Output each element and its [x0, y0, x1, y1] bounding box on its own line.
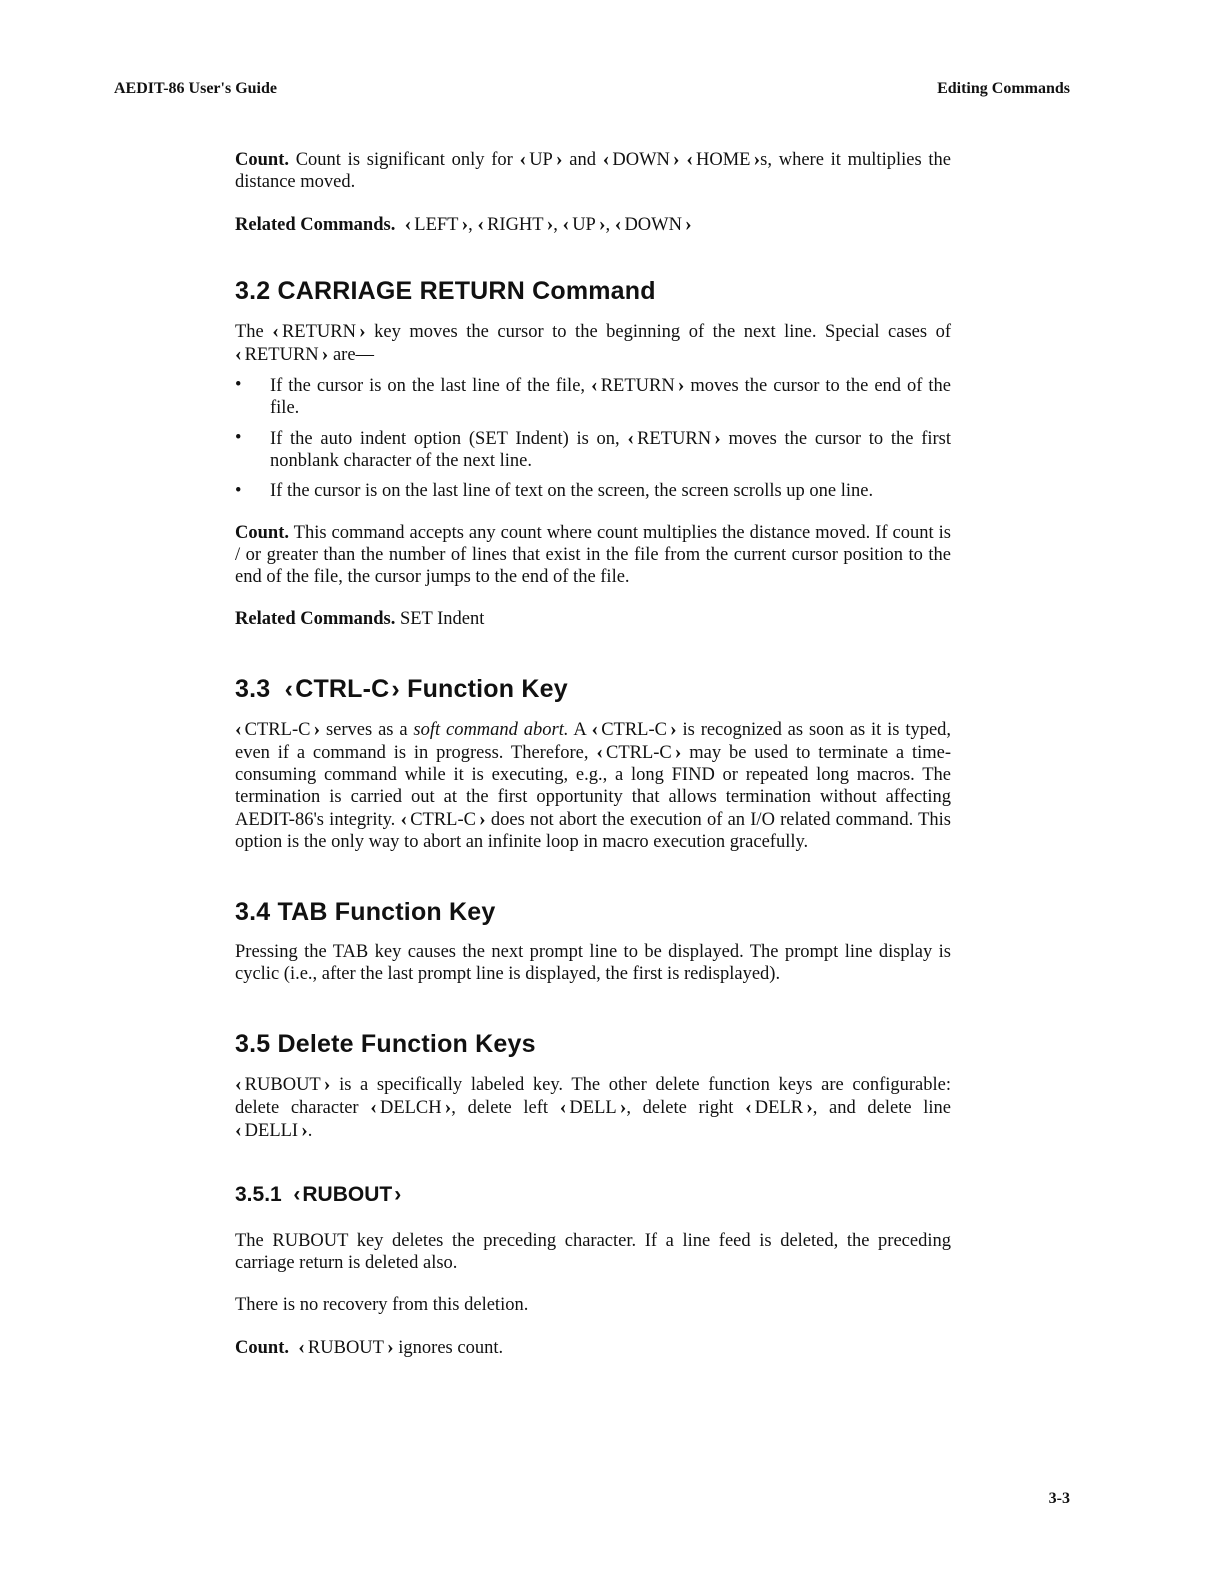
delete-keys-paragraph: ‹ RUBOUT › is a specifically labeled key. The other delete function keys are configurable: delete character ‹ DELCH › , delete left ‹ DELL › , delete right ‹ DELR › , and delete line ‹ DELLI › .: [235, 1073, 951, 1142]
ctrl-c-paragraph: ‹ CTRL-C › serves as a soft command abort. A ‹ CTRL-C › is recognized as soon as it is typed, even if a command is in progress. Therefore, ‹ CTRL-C › may be used to terminate a time-consuming command while it is executing, e.g., a long FIND or repeated long macros. The termination is carried out at the first opportunity that allows termination without affecting AEDIT-86's integrity. ‹ CTRL-C › does not abort the execution of an I/O related command. This option is the only way to abort an infinite loop in macro execution gracefully.: [235, 718, 951, 853]
count-label: Count.: [235, 150, 289, 170]
list-item: • If the auto indent option (SET Indent) is on, ‹ RETURN › moves the cursor to the first nonblank character of the next line.: [235, 427, 951, 472]
header-chapter-title: Editing Commands: [937, 80, 1070, 97]
running-header: [114, 80, 1070, 98]
section-heading-3-5-1: 3.5.1 ‹ RUBOUT ›: [235, 1182, 951, 1208]
key-up: ‹ UP ›: [563, 215, 606, 235]
key-down: ‹ DOWN ›: [615, 215, 692, 235]
key-ctrl-c: ‹ CTRL-C ›: [235, 720, 320, 740]
section-heading-3-5: 3.5 Delete Function Keys: [235, 1030, 536, 1058]
tab-paragraph: Pressing the TAB key causes the next prompt line to be displayed. The prompt line display is cyclic (i.e., after the last prompt line is displayed, the first is redisplayed).: [235, 942, 951, 984]
rubout-paragraph: The RUBOUT key deletes the preceding character. If a line feed is deleted, the preceding carriage return is deleted also.: [235, 1231, 951, 1273]
key-down: ‹ DOWN ›: [603, 150, 680, 170]
key-rubout: ‹ RUBOUT ›: [298, 1338, 393, 1358]
count-label: Count.: [235, 1338, 289, 1358]
related-label: Related Commands.: [235, 609, 396, 629]
header-book-title: AEDIT-86 User's Guide: [114, 80, 277, 97]
key-delr: ‹ DELR ›: [745, 1098, 813, 1118]
key-right: ‹ RIGHT ›: [477, 215, 553, 235]
key-rubout: ‹ RUBOUT ›: [235, 1075, 330, 1095]
key-delch: ‹ DELCH ›: [370, 1098, 451, 1118]
rubout-count-paragraph: Count. ‹ RUBOUT › ignores count.: [235, 1336, 951, 1359]
count-label: Count.: [235, 523, 289, 543]
key-dell: ‹ DELL ›: [560, 1098, 627, 1118]
intro-count-paragraph: Count. Count is significant only for ‹ UP › and ‹ DOWN › ‹ HOME › s, where it multiplies the distance moved.: [235, 148, 951, 193]
section-heading-3-2: 3.2 CARRIAGE RETURN Command: [235, 277, 656, 305]
return-intro-paragraph: The ‹ RETURN › key moves the cursor to the beginning of the next line. Special cases of ‹ RETURN › are—: [235, 320, 951, 366]
return-related-commands: Related Commands. SET Indent: [235, 609, 485, 629]
key-left: ‹ LEFT ›: [405, 215, 469, 235]
key-return: ‹ RETURN ›: [627, 429, 720, 449]
key-up: ‹ UP ›: [520, 150, 563, 170]
key-home: ‹ HOME ›: [686, 150, 760, 170]
list-item: • If the cursor is on the last line of the file, ‹ RETURN › moves the cursor to the end of the file.: [235, 374, 951, 419]
rubout-no-recovery: There is no recovery from this deletion.: [235, 1295, 529, 1315]
key-return: ‹ RETURN ›: [591, 376, 684, 396]
key-return: ‹ RETURN ›: [272, 322, 365, 342]
key-ctrl-c: ‹ CTRL-C ›: [592, 720, 677, 740]
key-ctrl-c: ‹ CTRL-C ›: [401, 810, 486, 830]
key-delli: ‹ DELLI ›: [235, 1121, 308, 1141]
list-item: • If the cursor is on the last line of text on the screen, the screen scrolls up one line.: [235, 480, 951, 502]
page-content: [235, 148, 951, 1359]
section-heading-3-3: 3.3 ‹ CTRL-C › Function Key: [235, 674, 951, 704]
related-label: Related Commands.: [235, 215, 396, 235]
key-ctrl-c: ‹ CTRL-C ›: [596, 743, 681, 763]
intro-related-commands: Related Commands. ‹ LEFT › , ‹ RIGHT › , ‹ UP › , ‹ DOWN ›: [235, 213, 951, 236]
page-number: 3-3: [1048, 1490, 1070, 1507]
key-return: ‹ RETURN ›: [235, 345, 328, 365]
return-cases-list: [235, 374, 951, 502]
section-heading-3-4: 3.4 TAB Function Key: [235, 898, 496, 926]
return-count-paragraph: Count. This command accepts any count where count multiplies the distance moved. If count is / or greater than the number of lines that exist in the file from the current cursor position to the end of the file, the cursor jumps to the end of the file.: [235, 523, 951, 587]
